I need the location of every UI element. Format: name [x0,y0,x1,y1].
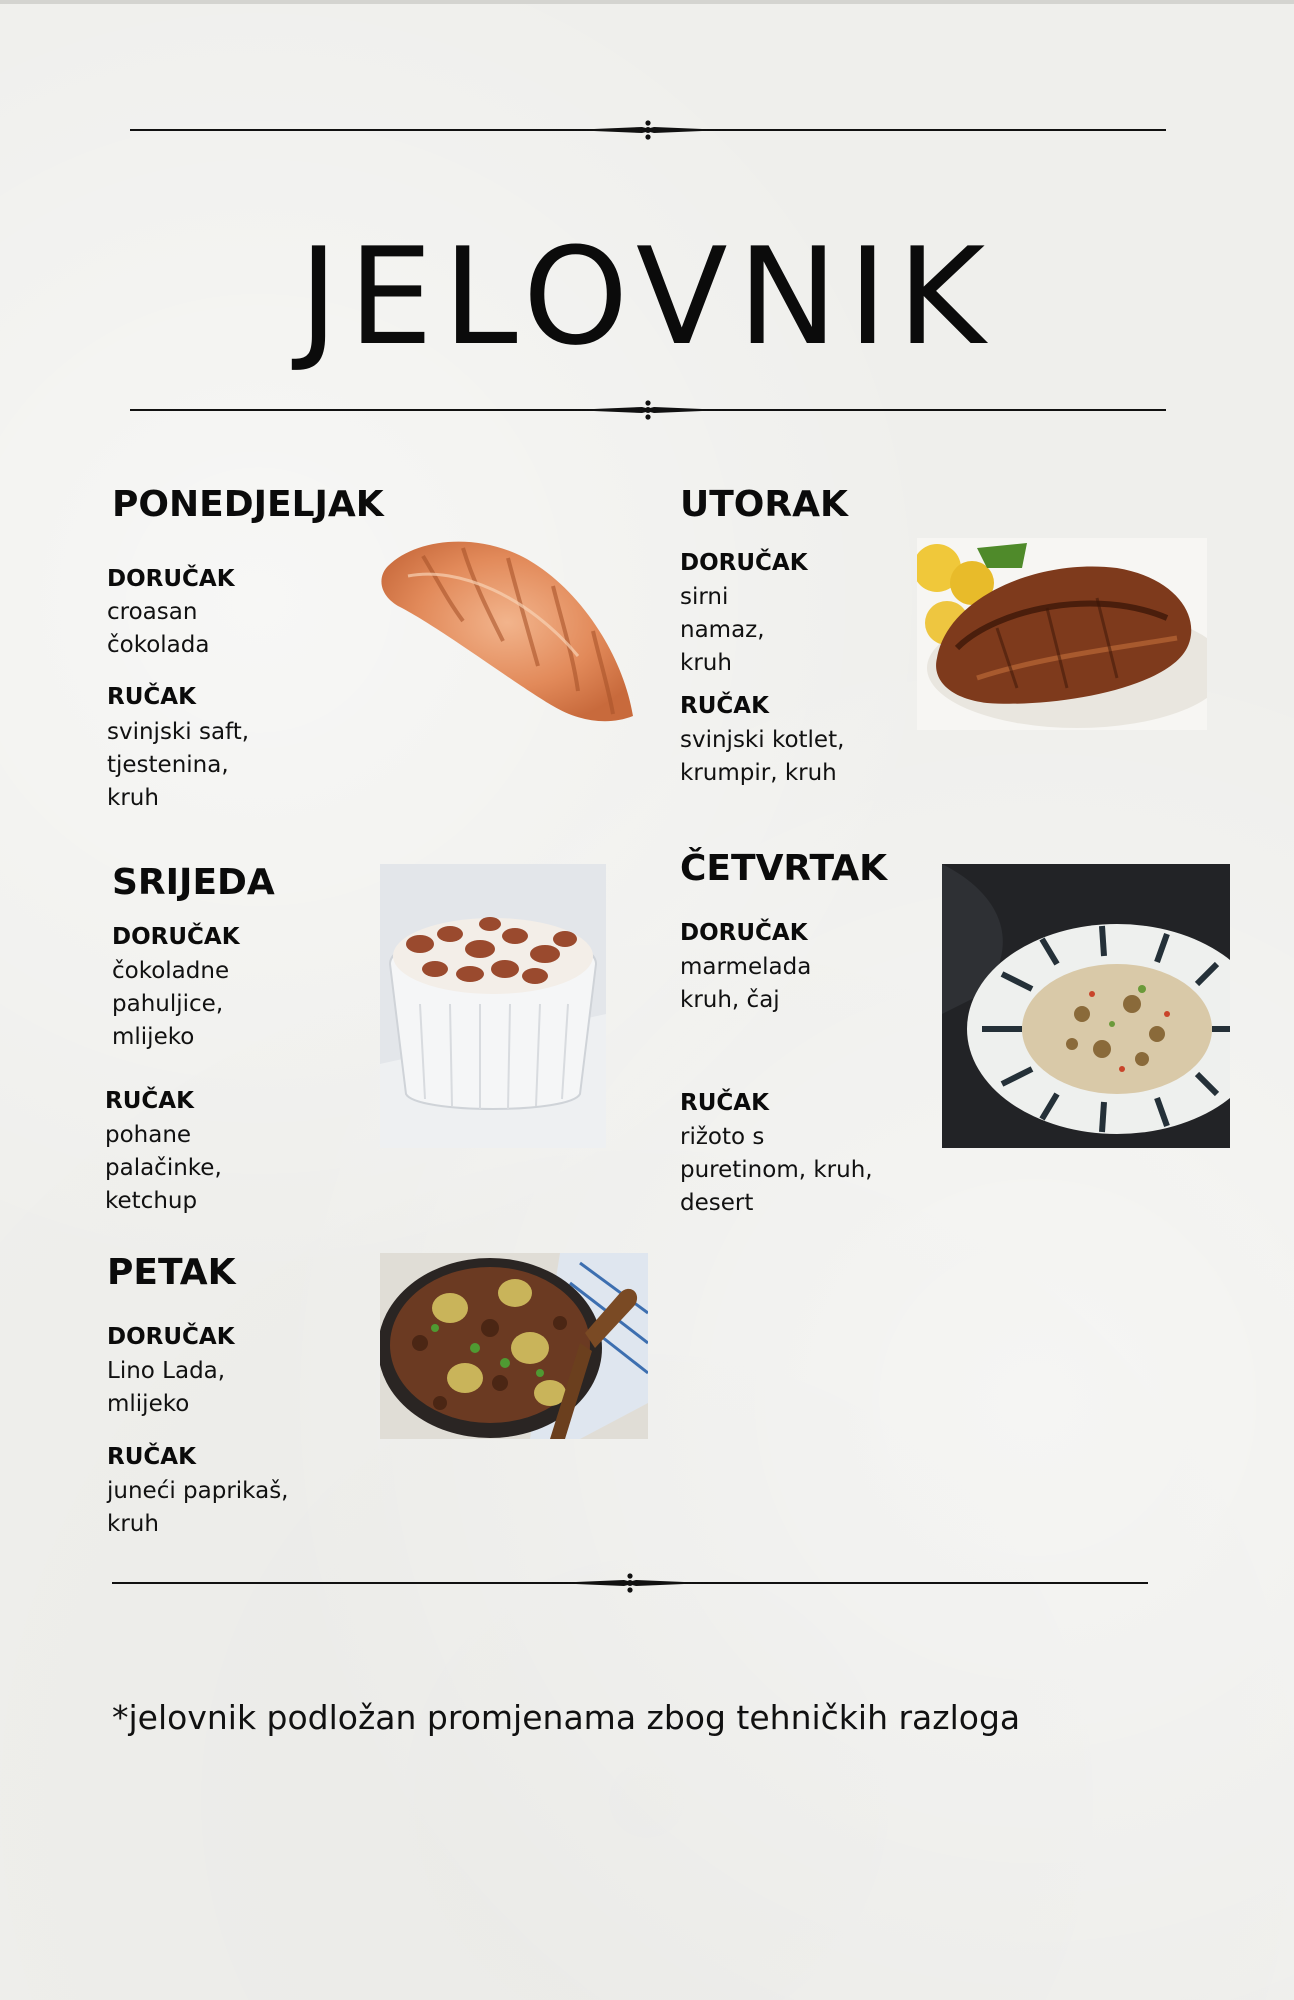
day-heading-tuesday: UTORAK [680,484,848,525]
lunch-items-wednesday: pohane palačinke, ketchup [105,1122,222,1214]
cereal-bowl-image [380,864,606,1148]
breakfast-items-thursday: marmelada kruh, čaj [680,954,812,1013]
lunch-items-tuesday: svinjski kotlet, krumpir, kruh [680,727,845,786]
top-divider [130,118,1166,142]
day-heading-friday: PETAK [107,1252,236,1293]
lunch-label-thursday: RUČAK [680,1090,769,1116]
disclaimer-note: *jelovnik podložan promjenama zbog tehničkih razloga [112,1698,1021,1737]
bottom-divider [112,1571,1148,1595]
breakfast-label-friday: DORUČAK [107,1324,235,1350]
lunch-label-monday: RUČAK [107,684,196,710]
pork-chop-image [917,538,1207,730]
lunch-label-friday: RUČAK [107,1444,196,1470]
breakfast-label-thursday: DORUČAK [680,920,808,946]
breakfast-label-tuesday: DORUČAK [680,550,808,576]
lunch-label-tuesday: RUČAK [680,693,769,719]
breakfast-label-monday: DORUČAK [107,566,235,592]
page-title: JELOVNIK [298,219,996,375]
top-edge-strip [0,0,1294,4]
lunch-items-thursday: rižoto s puretinom, kruh, desert [680,1124,873,1216]
breakfast-label-wednesday: DORUČAK [112,924,240,950]
title-divider [130,398,1166,422]
risotto-image [942,864,1230,1148]
lunch-items-monday: svinjski saft, tjestenina, kruh [107,719,250,811]
day-heading-monday: PONEDJELJAK [112,484,384,525]
beef-stew-image [380,1253,648,1439]
day-heading-wednesday: SRIJEDA [112,862,275,903]
day-heading-thursday: ČETVRTAK [680,848,888,889]
breakfast-items-monday: croasan čokolada [107,599,210,658]
croissant-image [378,536,638,732]
lunch-label-wednesday: RUČAK [105,1088,194,1114]
breakfast-items-wednesday: čokoladne pahuljice, mlijeko [112,958,230,1050]
breakfast-items-tuesday: sirni namaz, kruh [680,584,765,676]
lunch-items-friday: juneći paprikaš, kruh [107,1478,289,1537]
breakfast-items-friday: Lino Lada, mlijeko [107,1358,226,1417]
